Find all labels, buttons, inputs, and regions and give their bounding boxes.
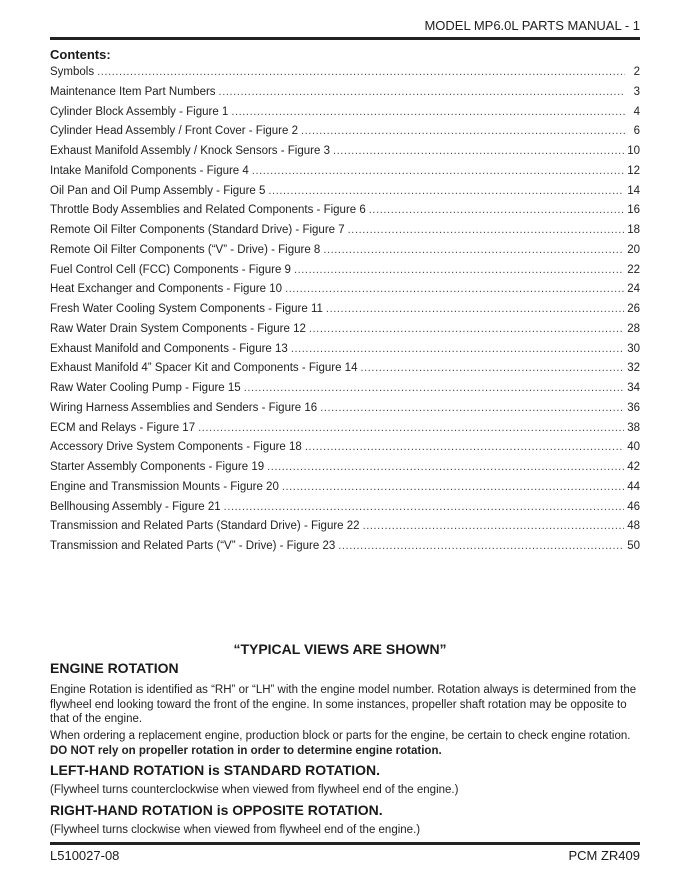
toc-entry-title: Remote Oil Filter Components (Standard Drive) - Figure 7 <box>50 224 345 236</box>
toc-dot-leader <box>282 481 624 493</box>
toc-entry-page: 42 <box>627 461 640 473</box>
header-rule <box>50 37 640 40</box>
toc-entry[interactable] <box>50 441 640 461</box>
toc-entry-title: ECM and Relays - Figure 17 <box>50 421 196 434</box>
toc-entry[interactable] <box>50 481 640 501</box>
toc-entry-title: Heat Exchanger and Components - Figure 10 <box>50 283 283 296</box>
table-of-contents <box>50 66 640 560</box>
engine-rotation-paragraph: Engine Rotation is identified as “RH” or “LH” with the engine model number. Rotation always is determined from the flywheel end looking toward the front of the engine. In some instances, propeller shaft rotation may be opposite to that of the engine. <box>50 684 637 725</box>
ordering-paragraph <box>50 729 640 758</box>
page-header: MODEL MP6.0L PARTS MANUAL - 1 <box>424 18 640 33</box>
toc-entry-page: 6 <box>633 125 640 138</box>
toc-dot-leader <box>309 323 624 335</box>
toc-entry-title: Transmission and Related Parts (Standard Drive) - Figure 22 <box>50 520 360 533</box>
toc-entry[interactable] <box>50 185 640 205</box>
toc-entry-title: Cylinder Head Assembly / Front Cover - Figure 2 <box>50 125 298 138</box>
toc-entry-page: 46 <box>627 500 640 513</box>
toc-entry-title: Accessory Drive System Components - Figure 18 <box>50 441 302 454</box>
toc-entry[interactable] <box>50 422 640 442</box>
contents-title: Contents: <box>50 47 111 62</box>
toc-entry-title: Transmission and Related Parts (“V” - Drive) - Figure 23 <box>50 540 336 552</box>
right-hand-rotation-heading: RIGHT-HAND ROTATION is OPPOSITE ROTATION. <box>50 802 383 818</box>
toc-entry-page: 38 <box>627 421 640 434</box>
toc-dot-leader <box>224 501 625 513</box>
toc-entry[interactable] <box>50 303 640 323</box>
toc-entry[interactable] <box>50 362 640 382</box>
toc-entry[interactable] <box>50 283 640 303</box>
toc-entry-title: Exhaust Manifold and Components - Figure 13 <box>50 342 288 355</box>
toc-entry-title: Symbols <box>50 66 95 78</box>
toc-entry-title: Intake Manifold Components - Figure 4 <box>50 164 249 177</box>
toc-entry-page: 28 <box>627 322 640 335</box>
toc-dot-leader <box>348 224 625 236</box>
toc-entry-title: Fresh Water Cooling System Components - Figure 11 <box>50 303 323 315</box>
toc-dot-leader <box>326 303 624 315</box>
toc-entry-page: 3 <box>633 85 640 98</box>
toc-entry-page: 48 <box>627 520 640 533</box>
toc-dot-leader <box>244 382 625 394</box>
footer-code: PCM ZR409 <box>568 848 640 863</box>
left-hand-rotation-note: (Flywheel turns counterclockwise when viewed from flywheel end of the engine.) <box>50 784 459 796</box>
toc-entry[interactable] <box>50 86 640 106</box>
toc-entry-title: Remote Oil Filter Components (“V” - Drive) - Figure 8 <box>50 243 321 256</box>
toc-entry-title: Engine and Transmission Mounts - Figure 20 <box>50 480 279 493</box>
toc-entry[interactable] <box>50 204 640 224</box>
toc-dot-leader <box>231 106 625 118</box>
toc-entry-page: 22 <box>627 263 640 276</box>
typical-views-note: “TYPICAL VIEWS ARE SHOWN” <box>233 641 447 657</box>
toc-entry-page: 2 <box>633 66 640 78</box>
toc-entry-title: Throttle Body Assemblies and Related Components - Figure 6 <box>50 204 366 217</box>
toc-entry-page: 24 <box>627 283 640 296</box>
toc-entry-page: 36 <box>627 401 640 414</box>
toc-entry-title: Oil Pan and Oil Pump Assembly - Figure 5 <box>50 184 266 197</box>
toc-entry[interactable] <box>50 264 640 284</box>
toc-entry-title: Fuel Control Cell (FCC) Components - Figure 9 <box>50 263 291 276</box>
toc-entry-page: 34 <box>627 382 640 394</box>
toc-dot-leader <box>333 145 624 157</box>
toc-entry-title: Starter Assembly Components - Figure 19 <box>50 461 265 473</box>
toc-dot-leader <box>338 540 624 552</box>
toc-entry-page: 4 <box>633 105 640 118</box>
toc-dot-leader <box>363 520 625 532</box>
toc-entry[interactable] <box>50 224 640 244</box>
toc-entry[interactable] <box>50 106 640 126</box>
footer-rule <box>50 842 640 845</box>
toc-dot-leader <box>323 244 624 256</box>
toc-entry[interactable] <box>50 343 640 363</box>
toc-entry-page: 40 <box>627 441 640 454</box>
toc-dot-leader <box>369 204 624 216</box>
ordering-text: When ordering a replacement engine, production block or parts for the engine, be certain to check engine rotation. <box>50 730 631 742</box>
toc-entry-title: Maintenance Item Part Numbers <box>50 85 216 98</box>
toc-entry-page: 16 <box>627 204 640 217</box>
toc-dot-leader <box>301 125 625 137</box>
toc-dot-leader <box>360 362 624 374</box>
toc-entry[interactable] <box>50 66 640 86</box>
toc-entry-title: Wiring Harness Assemblies and Senders - Figure 16 <box>50 401 318 414</box>
toc-entry-page: 14 <box>627 184 640 197</box>
toc-dot-leader <box>294 264 624 276</box>
toc-entry-page: 10 <box>627 145 640 157</box>
toc-entry-title: Exhaust Manifold Assembly / Knock Sensors - Figure 3 <box>50 145 330 157</box>
toc-entry[interactable] <box>50 461 640 481</box>
toc-entry-page: 30 <box>627 342 640 355</box>
engine-rotation-heading: ENGINE ROTATION <box>50 660 179 676</box>
right-hand-rotation-note: (Flywheel turns clockwise when viewed from flywheel end of the engine.) <box>50 824 421 836</box>
toc-dot-leader <box>291 343 624 355</box>
toc-entry[interactable] <box>50 540 640 560</box>
toc-entry[interactable] <box>50 382 640 402</box>
toc-dot-leader <box>268 185 624 197</box>
toc-entry-title: Raw Water Cooling Pump - Figure 15 <box>50 382 241 394</box>
toc-entry-page: 32 <box>627 362 640 375</box>
toc-entry[interactable] <box>50 125 640 145</box>
toc-dot-leader <box>267 461 624 473</box>
toc-dot-leader <box>219 86 625 98</box>
toc-entry-title: Raw Water Drain System Components - Figure 12 <box>50 322 306 335</box>
toc-entry-title: Bellhousing Assembly - Figure 21 <box>50 500 221 513</box>
ordering-warning: DO NOT rely on propeller rotation in order to determine engine rotation. <box>50 744 442 757</box>
toc-entry[interactable] <box>50 323 640 343</box>
toc-entry-title: Exhaust Manifold 4” Spacer Kit and Components - Figure 14 <box>50 362 358 375</box>
toc-entry-page: 50 <box>627 540 640 552</box>
toc-dot-leader <box>305 441 624 453</box>
toc-dot-leader <box>320 402 624 414</box>
toc-entry[interactable] <box>50 402 640 422</box>
toc-entry[interactable] <box>50 520 640 540</box>
toc-entry[interactable] <box>50 244 640 264</box>
toc-entry-page: 44 <box>627 480 640 493</box>
toc-entry[interactable] <box>50 501 640 521</box>
toc-dot-leader <box>285 283 624 295</box>
toc-dot-leader <box>198 422 624 434</box>
toc-entry[interactable] <box>50 165 640 185</box>
left-hand-rotation-heading: LEFT-HAND ROTATION is STANDARD ROTATION. <box>50 762 381 778</box>
toc-entry-page: 26 <box>627 303 640 315</box>
toc-entry-page: 12 <box>627 164 640 177</box>
toc-entry-title: Cylinder Block Assembly - Figure 1 <box>50 105 229 118</box>
toc-entry-page: 18 <box>627 224 640 236</box>
toc-dot-leader <box>252 165 624 177</box>
toc-dot-leader <box>97 66 625 78</box>
toc-entry-page: 20 <box>627 243 640 256</box>
toc-entry[interactable] <box>50 145 640 165</box>
footer-doc-number: L510027-08 <box>50 848 120 863</box>
